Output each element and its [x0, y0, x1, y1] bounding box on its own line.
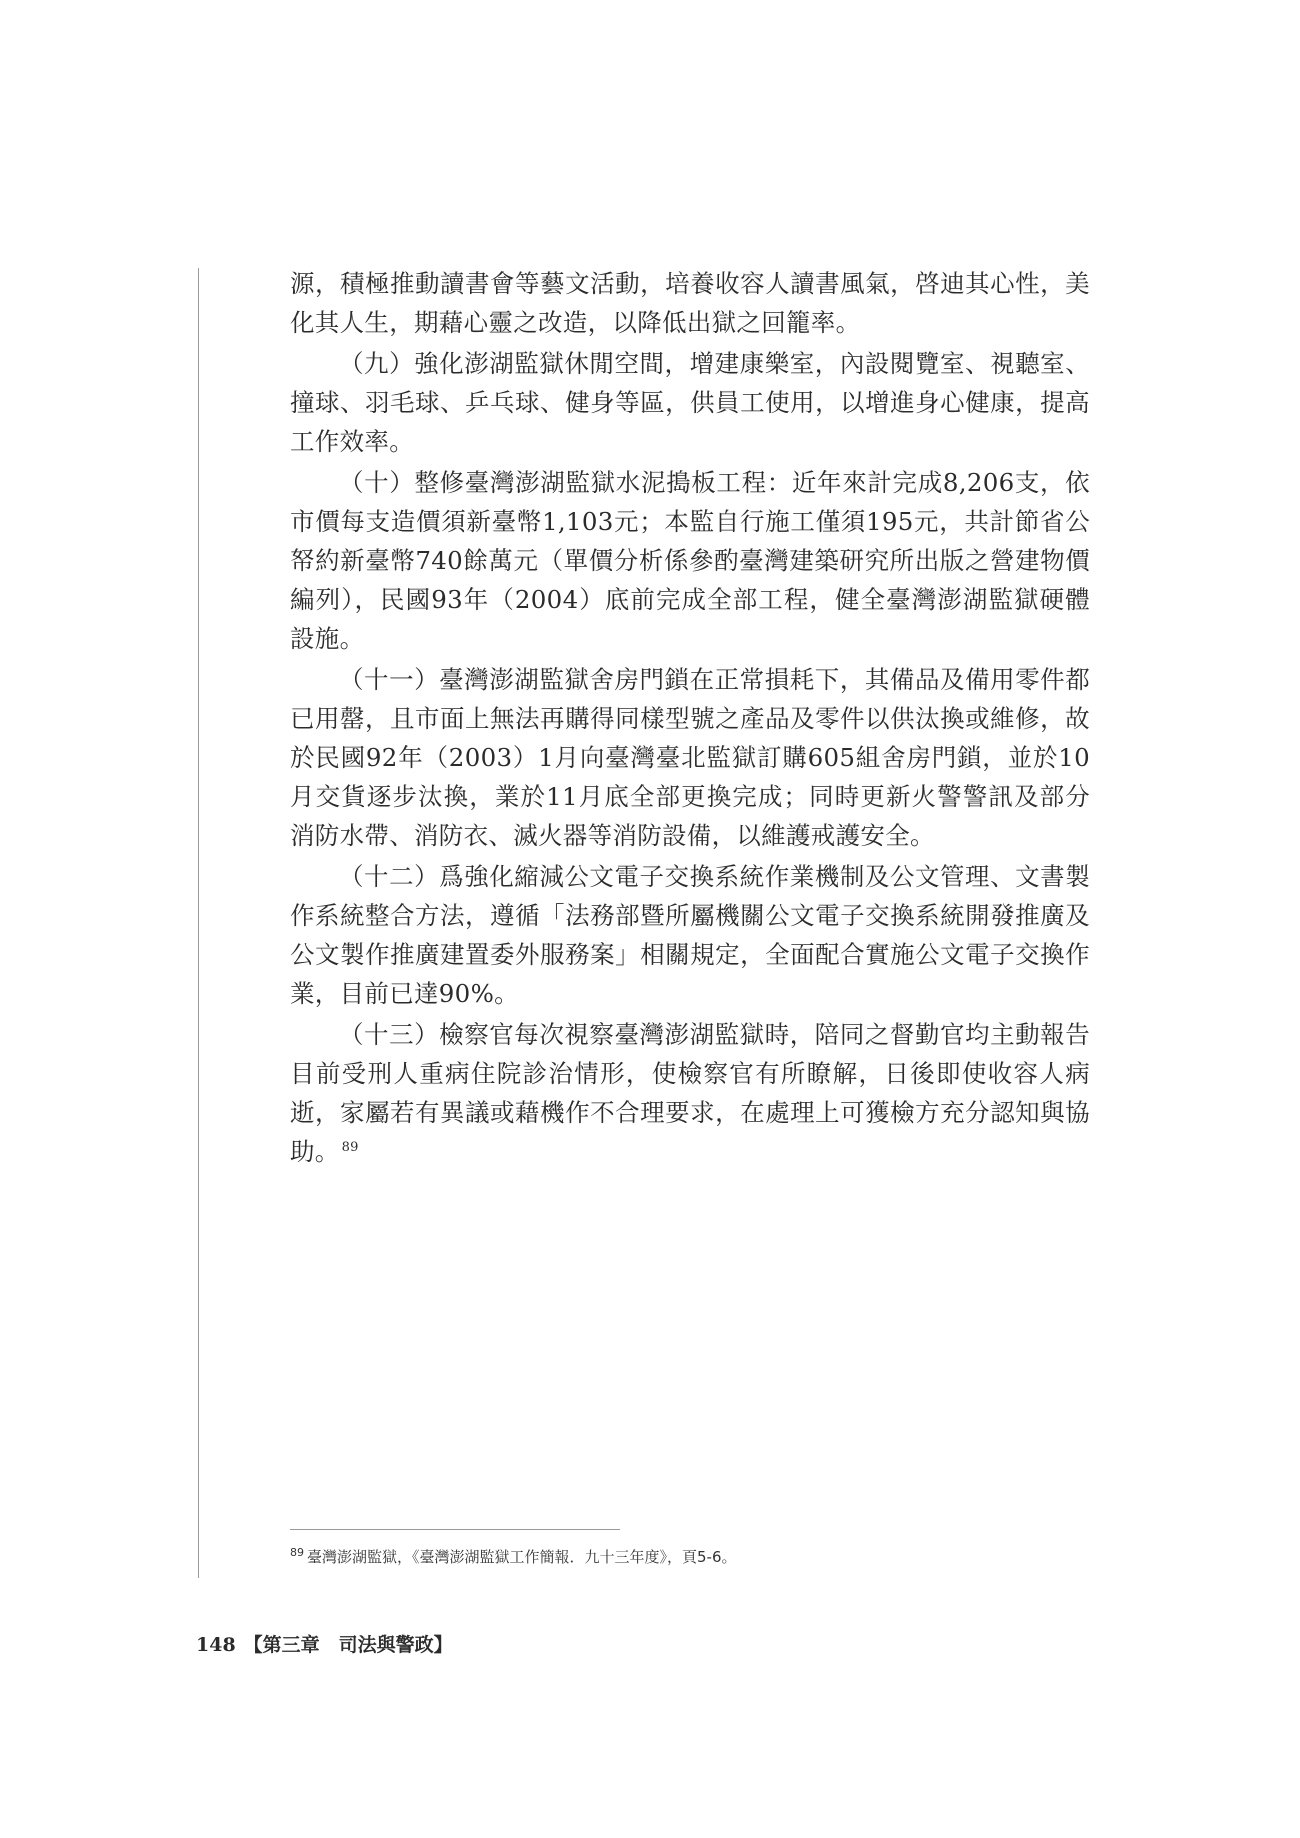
footnote-rule — [290, 1529, 620, 1530]
paragraph-item-10 — [290, 463, 1090, 658]
footnote — [290, 1546, 1090, 1568]
paragraph-text: （十三）檢察官每次視察臺灣澎湖監獄時，陪同之督勤官均主動報告目前受刑人重病住院診治情形，使檢察官有所瞭解，日後即使收容人病逝，家屬若有異議或藉機作不合理要求，在處理上可獲檢方充分認知與協助。 — [290, 1020, 1090, 1166]
paragraph-continuation — [290, 264, 1090, 342]
paragraph-item-9 — [290, 344, 1090, 461]
paragraph-text: （九）強化澎湖監獄休閒空間，增建康樂室，內設閱覽室、視聽室、撞球、羽毛球、乒乓球、健身等區，供員工使用，以增進身心健康，提高工作效率。 — [290, 349, 1090, 456]
page-number: 148 — [196, 1634, 236, 1656]
paragraph-item-13 — [290, 1015, 1090, 1171]
paragraph-item-12 — [290, 857, 1090, 1013]
page-footer — [196, 1630, 453, 1657]
paragraph-text: 源，積極推動讀書會等藝文活動，培養收容人讀書風氣，啓迪其心性，美化其人生，期藉心靈之改造，以降低出獄之回籠率。 — [290, 269, 1090, 337]
chapter-title: 【第三章 司法與警政】 — [243, 1634, 453, 1656]
footnote-number: 89 — [290, 1546, 304, 1559]
paragraph-text: （十）整修臺灣澎湖監獄水泥搗板工程：近年來計完成8,206支，依市價每支造價須新臺幣1,103元；本監自行施工僅須195元，共計節省公帑約新臺幣740餘萬元（單價分析係參酌臺灣建築研究所出版之營建物價編列），民國93年（2004）底前完成全部工程，健全臺灣澎湖監獄硬體設施。 — [290, 468, 1090, 653]
paragraph-text: （十一）臺灣澎湖監獄舍房門鎖在正常損耗下，其備品及備用零件都已用罄，且市面上無法再購得同樣型號之產品及零件以供汰換或維修，故於民國92年（2003）1月向臺灣臺北監獄訂購605組舍房門鎖，並於10月交貨逐步汰換，業於11月底全部更換完成；同時更新火警警訊及部分消防水帶、消防衣、滅火器等消防設備，以維護戒護安全。 — [290, 665, 1090, 850]
body-text — [290, 264, 1090, 1173]
paragraph-text: （十二）爲強化縮減公文電子交換系統作業機制及公文管理、文書製作系統整合方法，遵循「法務部暨所屬機關公文電子交換系統開發推廣及公文製作推廣建置委外服務案」相關規定，全面配合實施公文電子交換作業，目前已達90%。 — [290, 862, 1090, 1008]
footnote-text: 臺灣澎湖監獄，《臺灣澎湖監獄工作簡報．九十三年度》，頁5-6。 — [307, 1548, 737, 1566]
paragraph-item-11 — [290, 660, 1090, 855]
footnote-reference[interactable]: 89 — [341, 1139, 359, 1155]
margin-rule — [198, 268, 199, 1578]
